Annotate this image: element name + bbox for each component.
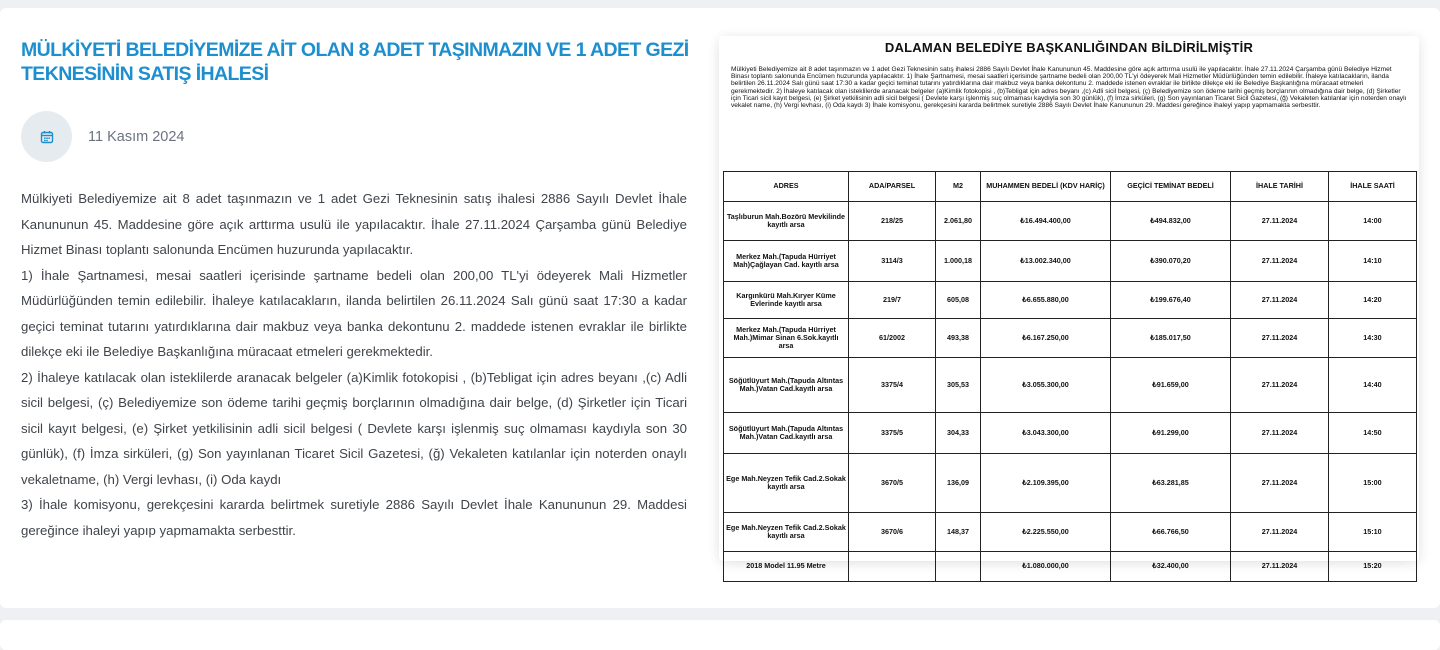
article-paragraph: 2) İhaleye katılacak olan isteklilerde aranacak belgeler (a)Kimlik fotokopisi , (b)Tebligat için adres beyanı ,(c) Adli sicil belgesi, (ç) Belediyemize son ödeme tarihi geçmiş borçlarının olmadığına dair belge, (d) Şirketler için Ticari sicil kayıt belgesi, (e) Şirket yetkilisinin adli sicil belgesi ( Devlete karşı işlenmiş suç olmaması kaydıyla son 30 günlük), (f) İmza sirküleri, (g) Son yayınlanan Ticaret Sicil Gazetesi, (ğ) Vekaleten katılanlar için noterden onaylı vekaletname, (h) Vergi levhası, (i) Oda kaydı [21,369,687,487]
article-paragraph: Mülkiyeti Belediyemize ait 8 adet taşınmazın ve 1 adet Gezi Teknesinin satış ihalesi 2886 Sayılı Devlet İhale Kanununun 45. Maddesine göre açık arttırma usulü ile yapılacaktır. İhale 27.11.2024 Çarşamba günü Belediye Hizmet Binası toplantı salonunda Encümen huzurunda yapılacaktır. [21,191,687,257]
article-body [21,186,687,543]
table-cell: 3670/6 [849,513,936,552]
table-row [724,202,1417,241]
table-cell: 27.11.2024 [1231,552,1329,582]
table-cell: Taşlıburun Mah.Bozörü Mevkilinde kayıtlı arsa [724,202,849,241]
article-paragraph: 3) İhale komisyonu, gerekçesini kararda belirtmek suretiyle 2886 Sayılı Devlet İhale Kanununun 29. Maddesi gereğince ihaleyi yapıp yapmamakta serbesttir. [21,497,687,538]
table-cell: 15:10 [1329,513,1417,552]
table-cell: 27.11.2024 [1231,358,1329,413]
table-cell: ₺91.659,00 [1111,358,1231,413]
table-header-cell: ADRES [724,172,849,202]
table-cell: ₺6.167.250,00 [981,319,1111,358]
table-cell: 14:40 [1329,358,1417,413]
table-cell [936,552,981,582]
table-cell: ₺91.299,00 [1111,413,1231,454]
table-cell: 2.061,80 [936,202,981,241]
table-cell: ₺16.494.400,00 [981,202,1111,241]
date-icon-circle [21,111,72,162]
table-cell: Merkez Mah.(Tapuda Hürriyet Mah)Çağlayan Cad. kayıtlı arsa [724,241,849,282]
table-cell: 3114/3 [849,241,936,282]
table-cell: ₺63.281,85 [1111,454,1231,513]
table-cell: ₺3.043.300,00 [981,413,1111,454]
document-text: Mülkiyeti Belediyemize ait 8 adet taşınmazın ve 1 adet Gezi Teknesinin satış ihalesi 2886 Sayılı Devlet İhale Kanununun 45. Maddesine göre açık arttırma usulü ile yapılacaktır. İhale 27.11.2024 Çarşamba günü Belediye Hizmet Binası toplantı salonunda Encümen huzurunda yapılacaktır. 1) İhale Şartnamesi, mesai saatleri içerisinde şartname bedeli olan 200,00 TL'yi ödeyerek Mali Hizmetler Müdürlüğünden temin edilebilir. İhaleye katılacakların, ilanda belirtilen 26.11.2024 Salı günü saat 17:30 a kadar geçici teminat tutarını yatırdıklarına dair makbuz veya banka dekontunu 2. maddede istenen evraklar ile birlikte dilekçe eki ile Belediye Başkanlığına müracaat etmeleri gerekmektedir. 2) İhaleye katılacak olan isteklilerde aranacak belgeler (a)Kimlik fotokopisi , (b)Tebligat için adres beyanı ,(c) Adli sicil belgesi, (ç) Belediyemize son ödeme tarihi geçmiş borçlarının olmadığına dair belge, (d) Şirketler için Ticari sicil kayıt belgesi, (e) Şirket yetkilisinin adli sicil belgesi ( Devlete karşı işlenmiş suç olmaması kaydıyla son 30 günlük), (f) İmza sirküleri, (g) Son yayınlanan Ticaret Sicil Gazetesi, (ğ) Vekaleten katılanlar için noterden onaylı vekalet name, (h) Vergi levhası, (i) Oda kaydı 3) İhale komisyonu, gerekçesini kararda belirtmek suretiyle 2886 Sayılı Devlet İhale Kanununun 29. Maddesi gereğince ihaleyi yapıp yapmamakta serbesttir. [731,66,1407,110]
table-cell: 14:20 [1329,282,1417,319]
table-header-cell: İHALE SAATİ [1329,172,1417,202]
table-cell: 493,38 [936,319,981,358]
table-cell: 61/2002 [849,319,936,358]
next-card [0,620,1440,650]
table-cell: Söğütlüyurt Mah.(Tapuda Altıntas Mah.)Vatan Cad.kayıtlı arsa [724,358,849,413]
article-title: MÜLKİYETİ BELEDİYEMİZE AİT OLAN 8 ADET TAŞINMAZIN VE 1 ADET GEZİ TEKNESİNİN SATIŞ İHALESİ [21,39,689,85]
table-cell: ₺66.766,50 [1111,513,1231,552]
table-row [724,241,1417,282]
table-cell: ₺13.002.340,00 [981,241,1111,282]
table-cell: 14:50 [1329,413,1417,454]
table-cell: ₺2.109.395,00 [981,454,1111,513]
table-row [724,358,1417,413]
table-header-cell: ADA/PARSEL [849,172,936,202]
tender-table [723,171,1417,582]
table-row [724,454,1417,513]
announcement-document-image[interactable] [719,36,1419,571]
table-cell: 2018 Model 11.95 Metre [724,552,849,582]
table-header-cell: MUHAMMEN BEDELİ (KDV HARİÇ) [981,172,1111,202]
table-cell: 219/7 [849,282,936,319]
table-cell: 305,53 [936,358,981,413]
table-cell: ₺390.070,20 [1111,241,1231,282]
table-cell: 27.11.2024 [1231,282,1329,319]
table-cell: 27.11.2024 [1231,413,1329,454]
table-cell: 14:00 [1329,202,1417,241]
table-cell: 148,37 [936,513,981,552]
table-cell: Ege Mah.Neyzen Tefik Cad.2.Sokak kayıtlı arsa [724,513,849,552]
table-row [724,282,1417,319]
table-cell: 15:20 [1329,552,1417,582]
table-row [724,513,1417,552]
table-header-cell: M2 [936,172,981,202]
table-cell: ₺494.832,00 [1111,202,1231,241]
document-title: DALAMAN BELEDİYE BAŞKANLIĞINDAN BİLDİRİLMİŞTİR [884,40,1254,55]
table-cell: 3375/4 [849,358,936,413]
table-header-row [724,172,1417,202]
calendar-icon [40,130,54,144]
table-cell: Kargınkürü Mah.Kıryer Küme Evlerinde kayıtlı arsa [724,282,849,319]
table-cell: 14:30 [1329,319,1417,358]
table-cell: ₺2.225.550,00 [981,513,1111,552]
table-cell: 15:00 [1329,454,1417,513]
table-cell [849,552,936,582]
table-row [724,552,1417,582]
article-paragraph: 1) İhale Şartnamesi, mesai saatleri içerisinde şartname bedeli olan 200,00 TL'yi ödeyerek Mali Hizmetler Müdürlüğünden temin edilebilir. İhaleye katılacakların, ilanda belirtilen 26.11.2024 Salı günü saat 17:30 a kadar geçici teminat tutarını yatırdıklarına dair makbuz veya banka dekontunu 2. maddede istenen evraklar ile birlikte dilekçe eki ile Belediye Başkanlığına müracaat etmeleri gerekmektedir. [21,267,687,359]
table-cell: 304,33 [936,413,981,454]
article-card [0,8,1440,608]
table-cell: 27.11.2024 [1231,319,1329,358]
table-cell: 27.11.2024 [1231,241,1329,282]
table-cell: ₺6.655.880,00 [981,282,1111,319]
table-cell: 218/25 [849,202,936,241]
table-header-cell: İHALE TARİHİ [1231,172,1329,202]
table-header-cell: GEÇİCİ TEMİNAT BEDELİ [1111,172,1231,202]
table-cell: Söğütlüyurt Mah.(Tapuda Altıntas Mah.)Vatan Cad.kayıtlı arsa [724,413,849,454]
table-cell: 136,09 [936,454,981,513]
table-cell: ₺1.080.000,00 [981,552,1111,582]
table-cell: ₺3.055.300,00 [981,358,1111,413]
table-cell: 605,08 [936,282,981,319]
table-cell: Merkez Mah.(Tapuda Hürriyet Mah.)Mimar Sinan 6.Sok.kayıtlı arsa [724,319,849,358]
table-cell: ₺32.400,00 [1111,552,1231,582]
table-cell: 3670/5 [849,454,936,513]
table-cell: 27.11.2024 [1231,454,1329,513]
table-cell: 27.11.2024 [1231,513,1329,552]
table-cell: Ege Mah.Neyzen Tefik Cad.2.Sokak kayıtlı arsa [724,454,849,513]
table-cell: 1.000,18 [936,241,981,282]
table-row [724,319,1417,358]
publish-date: 11 Kasım 2024 [88,128,185,145]
table-cell: ₺185.017,50 [1111,319,1231,358]
table-cell: 14:10 [1329,241,1417,282]
table-cell: ₺199.676,40 [1111,282,1231,319]
table-cell: 27.11.2024 [1231,202,1329,241]
table-row [724,413,1417,454]
table-cell: 3375/5 [849,413,936,454]
date-row [21,111,184,162]
